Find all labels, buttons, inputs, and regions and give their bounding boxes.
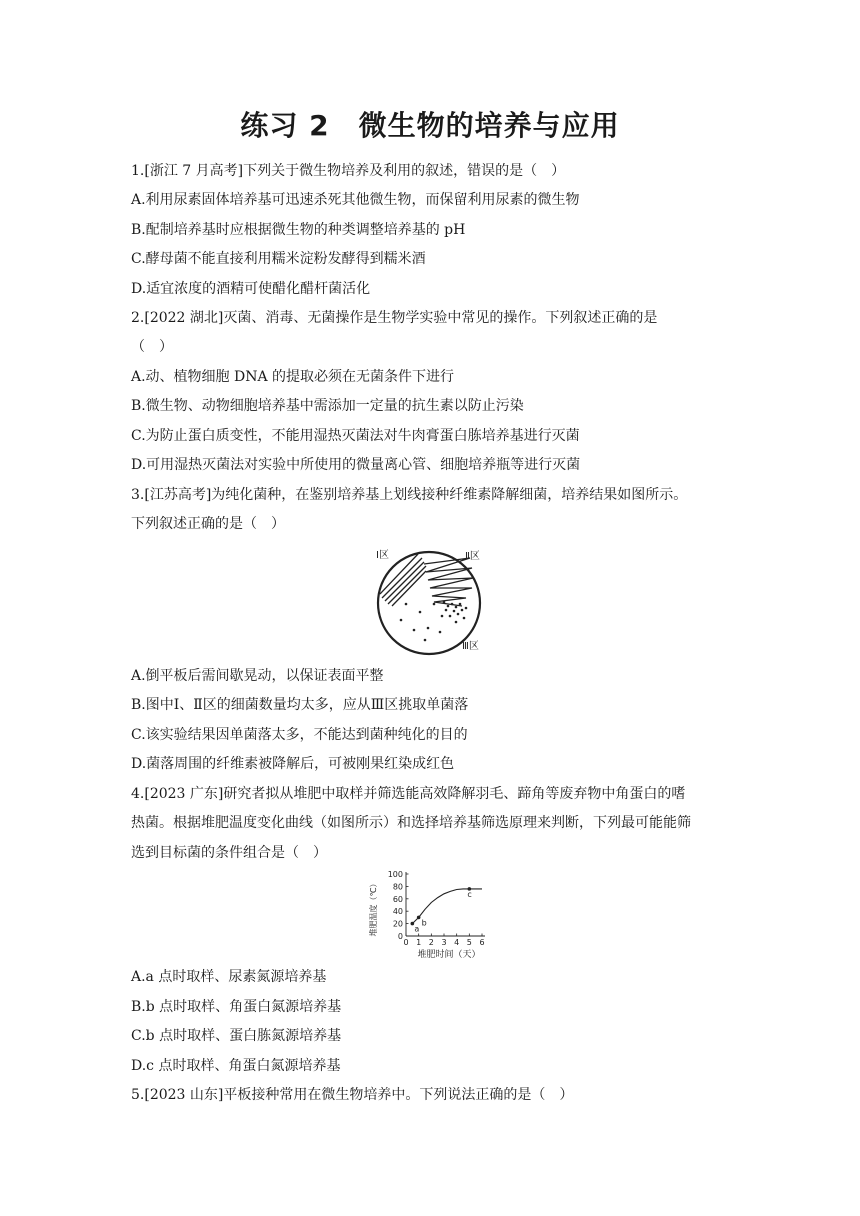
chart-y-tick-label: 40 — [392, 907, 403, 917]
q4-option-a: A.a 点时取样、尿素氮源培养基 — [131, 969, 327, 985]
chart-y-axis-label: 堆肥温度（℃） — [369, 879, 378, 937]
q2-option-b: B.微生物、动物细胞培养基中需添加一定量的抗生素以防止污染 — [131, 398, 524, 414]
q3-stem-line2: 下列叙述正确的是（ ） — [131, 516, 285, 532]
compost-temperature-chart — [364, 868, 494, 960]
q2-stem-line1: 2.[2022 湖北]灭菌、消毒、无菌操作是生物学实验中常见的操作。下列叙述正确的是 — [131, 310, 658, 326]
page-title: 练习 2 微生物的培养与应用 — [240, 109, 620, 142]
chart-y-tick-label: 20 — [392, 919, 403, 929]
chart-point-label-c: c — [467, 889, 472, 899]
q3-option-c: C.该实验结果因单菌落太多，不能达到菌种纯化的目的 — [131, 727, 468, 743]
petri-dish-figure — [368, 544, 490, 656]
zone1-streaks — [380, 554, 426, 606]
q1-option-c: C.酵母菌不能直接利用糯米淀粉发酵得到糯米酒 — [131, 251, 426, 267]
zone1-label: Ⅰ区 — [376, 550, 389, 561]
chart-plot — [411, 887, 482, 934]
q1-option-a: A.利用尿素固体培养基可迅速杀死其他微生物，而保留利用尿素的微生物 — [131, 192, 580, 208]
q4-option-c: C.b 点时取样、蛋白胨氮源培养基 — [131, 1028, 342, 1044]
q3-option-d: D.菌落周围的纤维素被降解后，可被刚果红染成红色 — [131, 756, 455, 772]
zone2-streak-zigzag — [424, 558, 473, 606]
chart-point-label-a: a — [414, 924, 420, 934]
chart-x-tick-label: 5 — [466, 938, 472, 947]
chart-x-tick-label: 0 — [403, 938, 409, 947]
colony-dots — [400, 601, 468, 642]
chart-x-tick-label: 1 — [416, 938, 422, 947]
petri-dish-outline — [378, 552, 480, 654]
q4-stem-line1: 4.[2023 广东]研究者拟从堆肥中取样并筛选能高效降解羽毛、蹄角等废弃物中角蛋白的嗜 — [131, 786, 686, 802]
chart-ticks — [388, 870, 485, 947]
q3-option-b: B.图中Ⅰ、Ⅱ区的细菌数量均太多，应从Ⅲ区挑取单菌落 — [131, 697, 469, 713]
chart-x-axis-label: 堆肥时间（天） — [417, 950, 481, 960]
q2-stem-line2: （ ） — [131, 339, 173, 355]
q4-stem-line2: 热菌。根据堆肥温度变化曲线（如图所示）和选择培养基筛选原理来判断，下列最可能能筛 — [131, 815, 691, 831]
q3-option-a: A.倒平板后需间歇晃动，以保证表面平整 — [131, 668, 384, 684]
q1-option-b: B.配制培养基时应根据微生物的种类调整培养基的 pH — [131, 222, 466, 238]
q4-option-d: D.c 点时取样、角蛋白氮源培养基 — [131, 1058, 341, 1074]
chart-y-tick-label: 0 — [397, 932, 403, 941]
chart-y-tick-label: 100 — [387, 870, 403, 879]
chart-y-tick-label: 80 — [392, 882, 403, 892]
chart-x-tick-label: 4 — [454, 938, 460, 947]
q1-stem: 1.[浙江 7 月高考]下列关于微生物培养及利用的叙述，错误的是（ ） — [131, 163, 566, 179]
chart-y-tick-label: 60 — [392, 894, 403, 904]
chart-point-label-b: b — [421, 918, 427, 928]
chart-x-tick-label: 3 — [441, 938, 447, 947]
q2-option-a: A.动、植物细胞 DNA 的提取必须在无菌条件下进行 — [131, 369, 455, 385]
chart-point-b — [417, 916, 421, 920]
zone3-label: Ⅲ区 — [462, 641, 479, 652]
chart-x-tick-label: 2 — [428, 938, 434, 947]
q5-stem: 5.[2023 山东]平板接种常用在微生物培养中。下列说法正确的是（ ） — [131, 1087, 574, 1103]
q2-option-d: D.可用湿热灭菌法对实验中所使用的微量离心管、细胞培养瓶等进行灭菌 — [131, 457, 581, 473]
q1-option-d: D.适宜浓度的酒精可使醋化醋杆菌活化 — [131, 281, 371, 297]
q4-stem-line3: 选到目标菌的条件组合是（ ） — [131, 845, 327, 861]
q3-stem-line1: 3.[江苏高考]为纯化菌种，在鉴别培养基上划线接种纤维素降解细菌，培养结果如图所示。 — [131, 487, 688, 503]
chart-x-tick-label: 6 — [479, 938, 485, 947]
q2-option-c: C.为防止蛋白质变性，不能用湿热灭菌法对牛肉膏蛋白胨培养基进行灭菌 — [131, 428, 580, 444]
q4-option-b: B.b 点时取样、角蛋白氮源培养基 — [131, 999, 342, 1015]
zone2-label: Ⅱ区 — [465, 551, 480, 562]
